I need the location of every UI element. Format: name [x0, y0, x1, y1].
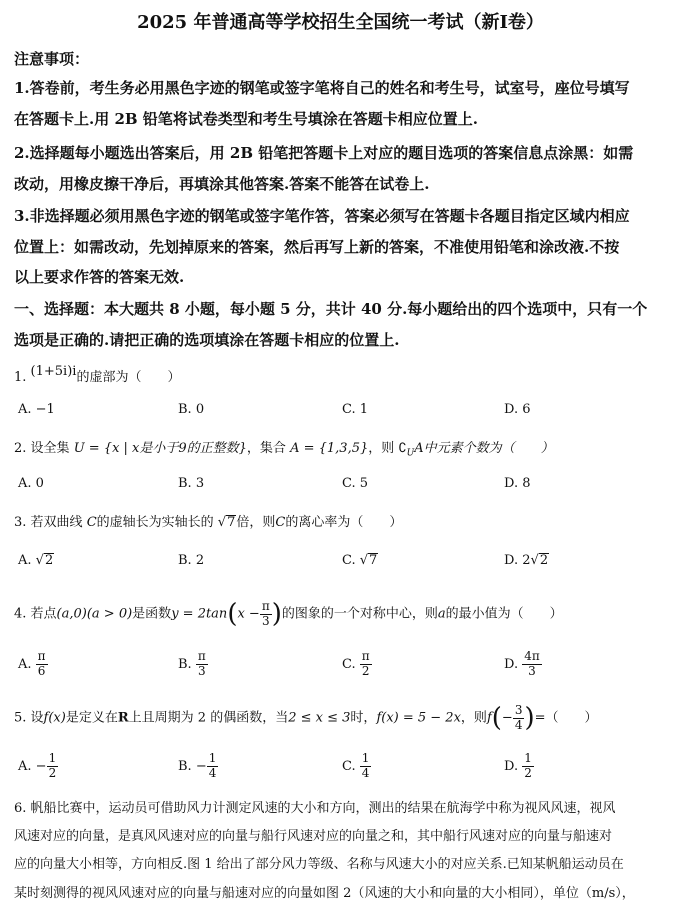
q5-a-den: 2 — [48, 765, 57, 780]
q5-c-den: 4 — [361, 765, 370, 780]
q5-a-label: A. — [18, 758, 32, 774]
q4-option-a — [18, 650, 48, 679]
notes-heading: 注意事项： — [14, 50, 90, 68]
q1-option-c: C. 1 — [342, 402, 369, 417]
q3-d-label: D. — [504, 553, 519, 568]
q3-a-value: 2 — [44, 553, 54, 568]
q4-d-den: 3 — [528, 663, 536, 678]
q5-d-num: 1 — [524, 751, 532, 765]
q5-den: 4 — [514, 717, 523, 732]
q2-complement-sub: U — [406, 448, 415, 459]
question-3: 3. 若双曲线 C的虚轴长为实轴长的 √7倍，则C的离心率为（ ） — [14, 515, 403, 530]
note-1-line-2: 在答题卡上.用 2B 铅笔将试卷类型和考生号填涂在答题卡相应位置上. — [14, 110, 479, 128]
q2-option-c: C. 5 — [342, 476, 369, 491]
question-4: 4. 若点(a,0)(a > 0)是函数y = 2tan(x − $\frac{\pi}{3}$ )的图象的一个对称中心，则a的最小值为（ ） — [14, 598, 563, 629]
q3-tail: 的离心率为（ ） — [285, 515, 403, 530]
note-3-line-3: 以上要求作答的答案无效. — [14, 268, 185, 286]
q3-option-d: D. 2√2 — [504, 553, 549, 568]
q5-mid2: 上且周期为 2 的偶函数，当 — [128, 710, 289, 726]
q3-root: 7 — [227, 515, 236, 530]
q6-line-1: 6. 帆船比赛中，运动员可借助风力计测定风速的大小和方向，测出的结果在航海学中称为视风风速，视风 — [14, 801, 616, 816]
q3-c-value: 7 — [369, 553, 378, 568]
q1-expression: (1+5i)i — [30, 364, 77, 379]
q5-lead: 5. 设 — [14, 710, 44, 726]
q3-option-c: C. √7 — [342, 553, 378, 568]
q4-point: (a,0)(a > 0) — [56, 606, 133, 622]
q2-option-a: A. 0 — [18, 476, 44, 491]
q4-c-den: 2 — [361, 663, 370, 678]
section-heading-line-2: 选项是正确的.请把正确的选项填涂在答题卡相应的位置上. — [14, 331, 400, 349]
q3-curve: C — [86, 515, 97, 530]
q5-a-sign: − — [35, 758, 47, 774]
q5-minus: − — [501, 710, 513, 726]
question-2 — [14, 437, 554, 459]
q3-c-label: C. — [342, 553, 356, 568]
q5-b-num: 1 — [208, 751, 217, 765]
q3-d-coef: 2 — [522, 553, 531, 568]
q2-complement: ，则 ∁ — [368, 441, 407, 456]
q4-b-label: B. — [178, 656, 192, 672]
q2-tail: A中元素个数为（ ） — [414, 441, 554, 456]
q5-b-den: 4 — [208, 765, 217, 780]
q3-option-a: A. √2 — [18, 553, 54, 568]
q5-condition: 2 ≤ x ≤ 3 — [288, 710, 351, 726]
q5-mid3: 时， — [350, 710, 377, 726]
q4-a-den: 6 — [37, 663, 46, 678]
section-heading-line-1: 一、选择题：本大题共 8 小题，每小题 5 分，共计 40 分.每小题给出的四个选项中，只有一个 — [14, 300, 648, 318]
page-title: 2025 年普通高等学校招生全国统一考试（新I卷） — [137, 12, 544, 33]
q4-d-num: 4π — [524, 649, 540, 663]
q4-pi: π — [261, 598, 270, 613]
q1-option-b: B. 0 — [178, 402, 205, 417]
q2-lead: 2. 设全集 — [14, 441, 70, 456]
q3-lead: 3. 若双曲线 — [14, 515, 83, 530]
q1-number: 1. — [14, 370, 27, 385]
q4-option-b — [178, 650, 208, 679]
q4-a-label: A. — [18, 656, 32, 672]
q3-d-value: 2 — [539, 553, 549, 568]
q5-option-b — [178, 752, 218, 781]
q5-mid: 是定义在 — [65, 710, 118, 726]
question-1 — [14, 366, 180, 385]
note-2-line-1: 2.选择题每小题选出答案后，用 2B 铅笔把答题卡上对应的题目选项的答案信息点涂黑：如需 — [14, 144, 634, 162]
q2-set-u: U = {x | x是小于9的正整数} — [73, 441, 247, 456]
q5-b-label: B. — [178, 758, 192, 774]
q4-a-num: π — [37, 649, 46, 663]
q1-text: 的虚部为（ ） — [76, 370, 181, 385]
q2-mid: ，集合 — [246, 441, 286, 456]
q5-d-label: D. — [504, 758, 519, 774]
q5-fx: f(x) — [43, 710, 66, 726]
q5-c-num: 1 — [361, 751, 370, 765]
q4-function: y = 2tan — [171, 606, 228, 622]
q5-equation: f(x) = 5 − 2x — [376, 710, 461, 726]
q3-option-b: B. 2 — [178, 553, 205, 568]
q1-option-a: A. −1 — [18, 402, 55, 417]
q1-option-d: D. 6 — [504, 402, 531, 417]
q4-tail: 的图象的一个对称中心，则 — [281, 606, 438, 622]
note-3-line-2: 位置上：如需改动，先划掉原来的答案，然后再写上新的答案，不准使用铅笔和涂改液.不按 — [14, 238, 620, 256]
q5-f: f — [486, 710, 492, 726]
q4-mid: 是函数 — [132, 606, 172, 622]
q6-line-2: 风速对应的向量，是真风风速对应的向量与船行风速对应的向量之和，其中船行风速对应的向量与船速对 — [14, 829, 613, 844]
q4-b-num: π — [197, 649, 206, 663]
note-1-line-1: 1.答卷前，考生务必用黑色字迹的钢笔或签字笔将自己的姓名和考生号，试室号，座位号填写 — [14, 79, 630, 97]
q4-arg: x − — [237, 606, 260, 622]
q5-b-sign: − — [195, 758, 207, 774]
q4-option-c — [342, 650, 372, 679]
q5-option-c — [342, 752, 371, 781]
q5-num: 3 — [514, 702, 523, 717]
q5-option-d — [504, 752, 534, 781]
note-2-line-2: 改动，用橡皮擦干净后，再填涂其他答案.答案不能答在试卷上. — [14, 175, 430, 193]
q4-var: a — [437, 606, 446, 622]
q5-real: R — [117, 710, 129, 726]
q4-tail2: 的最小值为（ ） — [445, 606, 563, 622]
q4-b-den: 3 — [197, 663, 206, 678]
q4-d-label: D. — [504, 656, 519, 672]
q5-mid4: ，则 — [460, 710, 487, 726]
q6-line-4: 某时刻测得的视风风速对应的向量与船速对应的向量如图 2（风速的大小和向量的大小相同），单位（m/s）， — [14, 886, 635, 901]
note-3-line-1: 3.非选择题必须用黑色字迹的钢笔或签字笔作答，答案必须写在答题卡各题目指定区域内相应 — [14, 207, 630, 225]
q2-option-b: B. 3 — [178, 476, 205, 491]
q3-a-label: A. — [18, 553, 32, 568]
q5-tail: =（ ） — [534, 710, 598, 726]
q3-mid: 的虚轴长为实轴长的 — [96, 515, 214, 530]
q4-c-num: π — [361, 649, 370, 663]
q6-line-3: 应的向量大小相等，方向相反.图 1 给出了部分风力等级、名称与风速大小的对应关系.已知某帆船运动员在 — [14, 857, 624, 872]
q2-set-a: A = {1,3,5} — [290, 441, 369, 456]
q5-option-a — [18, 752, 58, 781]
question-5: 5. 设f(x)是定义在R上且周期为 2 的偶函数，当2 ≤ x ≤ 3时，f(x) = 5 − 2x，则f(− $\frac{3}{4}$ )=（ ） — [14, 702, 598, 733]
q4-option-d — [504, 650, 542, 679]
q4-three: 3 — [261, 613, 270, 628]
q3-mid2: 倍，则 — [236, 515, 276, 530]
q3-curve-2: C — [275, 515, 286, 530]
q5-a-num: 1 — [48, 751, 57, 765]
q5-c-label: C. — [342, 758, 356, 774]
q4-c-label: C. — [342, 656, 356, 672]
q5-d-den: 2 — [524, 765, 532, 780]
q2-option-d: D. 8 — [504, 476, 531, 491]
q4-lead: 4. 若点 — [14, 606, 57, 622]
